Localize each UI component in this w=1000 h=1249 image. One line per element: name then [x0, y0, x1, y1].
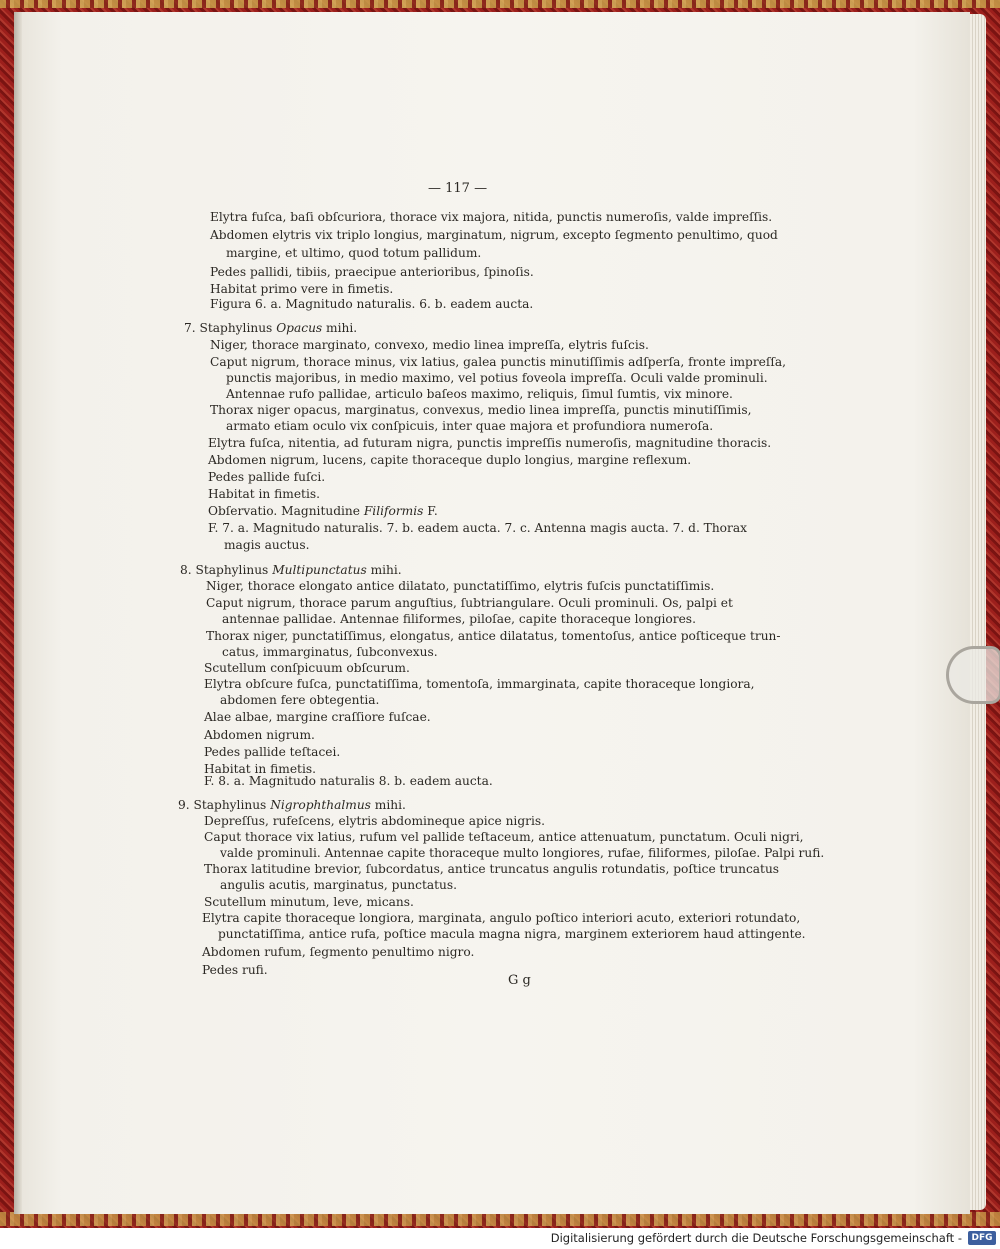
- text-line: Caput nigrum, thorace parum anguſtius, ſubtriangulare. Oculi prominuli. Os, palpi et: [206, 596, 733, 610]
- figure-caption: Figura 6. a. Magnitudo naturalis. 6. b. eadem aucta.: [210, 297, 534, 311]
- page-gutter: [14, 12, 22, 1214]
- text-line: Antennae rufo pallidae, articulo baſeos maximo, reliquis, ſimul ſumtis, vix minore.: [226, 387, 733, 401]
- species-name: Multipunctatus: [272, 563, 367, 577]
- species-heading: [180, 562, 402, 578]
- text-line: Elytra obſcure fuſca, punctatiſſima, tomentoſa, immarginata, capite thoraceque longiora,: [204, 677, 755, 691]
- signature-mark: G g: [508, 973, 531, 988]
- page-number: — 117 —: [428, 181, 488, 196]
- text-line: Pedes pallide teſtacei.: [204, 745, 341, 759]
- text-line: Alae albae, margine craſſiore fuſcae.: [204, 710, 431, 724]
- text-line: Abdomen rufum, ſegmento penultimo nigro.: [202, 945, 475, 959]
- species-heading: [184, 320, 357, 336]
- species-number-label: 9. Staphylinus: [178, 798, 271, 812]
- text-line: Caput thorace vix latius, rufum vel pallide teſtaceum, antice attenuatum, punctatum. Oculi nigri,: [204, 830, 804, 844]
- text-line: armato etiam oculo vix conſpicuis, inter quae majora et profundiora numeroſa.: [226, 419, 714, 433]
- text-line: Pedes pallidi, tibiis, praecipue anterioribus, ſpinoſis.: [210, 265, 534, 279]
- text-line: Pedes pallide fuſci.: [208, 470, 326, 484]
- text-line: Abdomen nigrum, lucens, capite thoraceque duplo longius, margine reflexum.: [208, 453, 692, 467]
- species-heading: [178, 797, 406, 813]
- text-line: Scutellum conſpicuum obſcurum.: [204, 661, 410, 675]
- text-line: Elytra fuſca, nitentia, ad futuram nigra, punctis impreſſis numeroſis, magnitudine thoracis.: [208, 436, 772, 450]
- text-line: Caput nigrum, thorace minus, vix latius, galea punctis minutiſſimis adſperſa, fronte impreſſa,: [210, 355, 787, 369]
- text-line: punctis majoribus, in medio maximo, vel potius foveola impreſſa. Oculi valde prominuli.: [226, 371, 768, 385]
- text-line: margine, et ultimo, quod totum pallidum.: [226, 246, 482, 260]
- text-line: Abdomen nigrum.: [204, 728, 315, 742]
- page-clip: [946, 646, 1000, 704]
- text-line: punctatiſſima, antice rufa, poſtice macula magna nigra, marginem exteriorem haud attingente.: [218, 927, 806, 941]
- text-line: Depreſſus, rufeſcens, elytris abdomineque apice nigris.: [204, 814, 545, 828]
- text-line: Thorax niger opacus, marginatus, convexus, medio linea impreſſa, punctis minutiſſimis,: [210, 403, 752, 417]
- observation-suffix: F.: [423, 504, 438, 518]
- text-line: abdomen fere obtegentia.: [220, 693, 380, 707]
- text-line: angulis acutis, marginatus, punctatus.: [220, 878, 458, 892]
- text-line: Habitat in fimetis.: [208, 487, 320, 501]
- species-number-label: 8. Staphylinus: [180, 563, 273, 577]
- observation-line: [208, 503, 438, 519]
- text-line: Elytra fuſca, baſi obſcuriora, thorace vix majora, nitida, punctis numeroſis, valde impreſſis.: [210, 210, 773, 224]
- footer-credit: Digitalisierung gefördert durch die Deutsche Forschungsgemeinschaft -: [550, 1231, 962, 1245]
- text-line: Niger, thorace marginato, convexo, medio linea impreſſa, elytris fuſcis.: [210, 338, 649, 352]
- text-line: antennae pallidae. Antennae filiformes, piloſae, capite thoraceque longiores.: [222, 612, 696, 626]
- text-line: catus, immarginatus, ſubconvexus.: [222, 645, 438, 659]
- species-author: mihi.: [370, 798, 406, 812]
- text-line: Pedes rufi.: [202, 963, 268, 977]
- text-line: valde prominuli. Antennae capite thoraceque multo longiores, rufae, filiformes, piloſae. Palpi rufi.: [220, 846, 825, 860]
- dfg-logo: DFG: [968, 1231, 996, 1245]
- text-line: Scutellum minutum, leve, micans.: [204, 895, 414, 909]
- text-line: Thorax niger, punctatiſſimus, elongatus, antice dilatatus, tomentoſus, antice poſticeque trun-: [206, 629, 781, 643]
- figure-caption: F. 8. a. Magnitudo naturalis 8. b. eadem aucta.: [204, 774, 493, 788]
- digitization-footer: [0, 1228, 1000, 1249]
- species-number-label: 7. Staphylinus: [184, 321, 277, 335]
- text-line: Thorax latitudine brevior, ſubcordatus, antice truncatus angulis rotundatis, poſtice truncatus: [204, 862, 780, 876]
- species-name: Opacus: [276, 321, 323, 335]
- figure-caption: magis auctus.: [224, 538, 310, 552]
- text-line: Habitat in fimetis.: [204, 762, 316, 776]
- species-name: Nigrophthalmus: [270, 798, 371, 812]
- observation-species: Filiformis: [363, 504, 424, 518]
- text-line: Habitat primo vere in fimetis.: [210, 282, 394, 296]
- text-line: Niger, thorace elongato antice dilatato, punctatiſſimo, elytris fuſcis punctatiſſimis.: [206, 579, 715, 593]
- text-line: Elytra capite thoraceque longiora, marginata, angulo poſtico interiori acuto, exteriori rotundato,: [202, 911, 801, 925]
- species-author: mihi.: [322, 321, 358, 335]
- observation-label: Obſervatio. Magnitudine: [208, 504, 364, 518]
- species-author: mihi.: [366, 563, 402, 577]
- text-line: Abdomen elytris vix triplo longius, marginatum, nigrum, excepto ſegmento penultimo, quod: [210, 228, 778, 242]
- gilt-border-top: [0, 0, 1000, 8]
- figure-caption: F. 7. a. Magnitudo naturalis. 7. b. eadem aucta. 7. c. Antenna magis aucta. 7. d. Thorax: [208, 521, 747, 535]
- gilt-border-bottom: [0, 1212, 1000, 1226]
